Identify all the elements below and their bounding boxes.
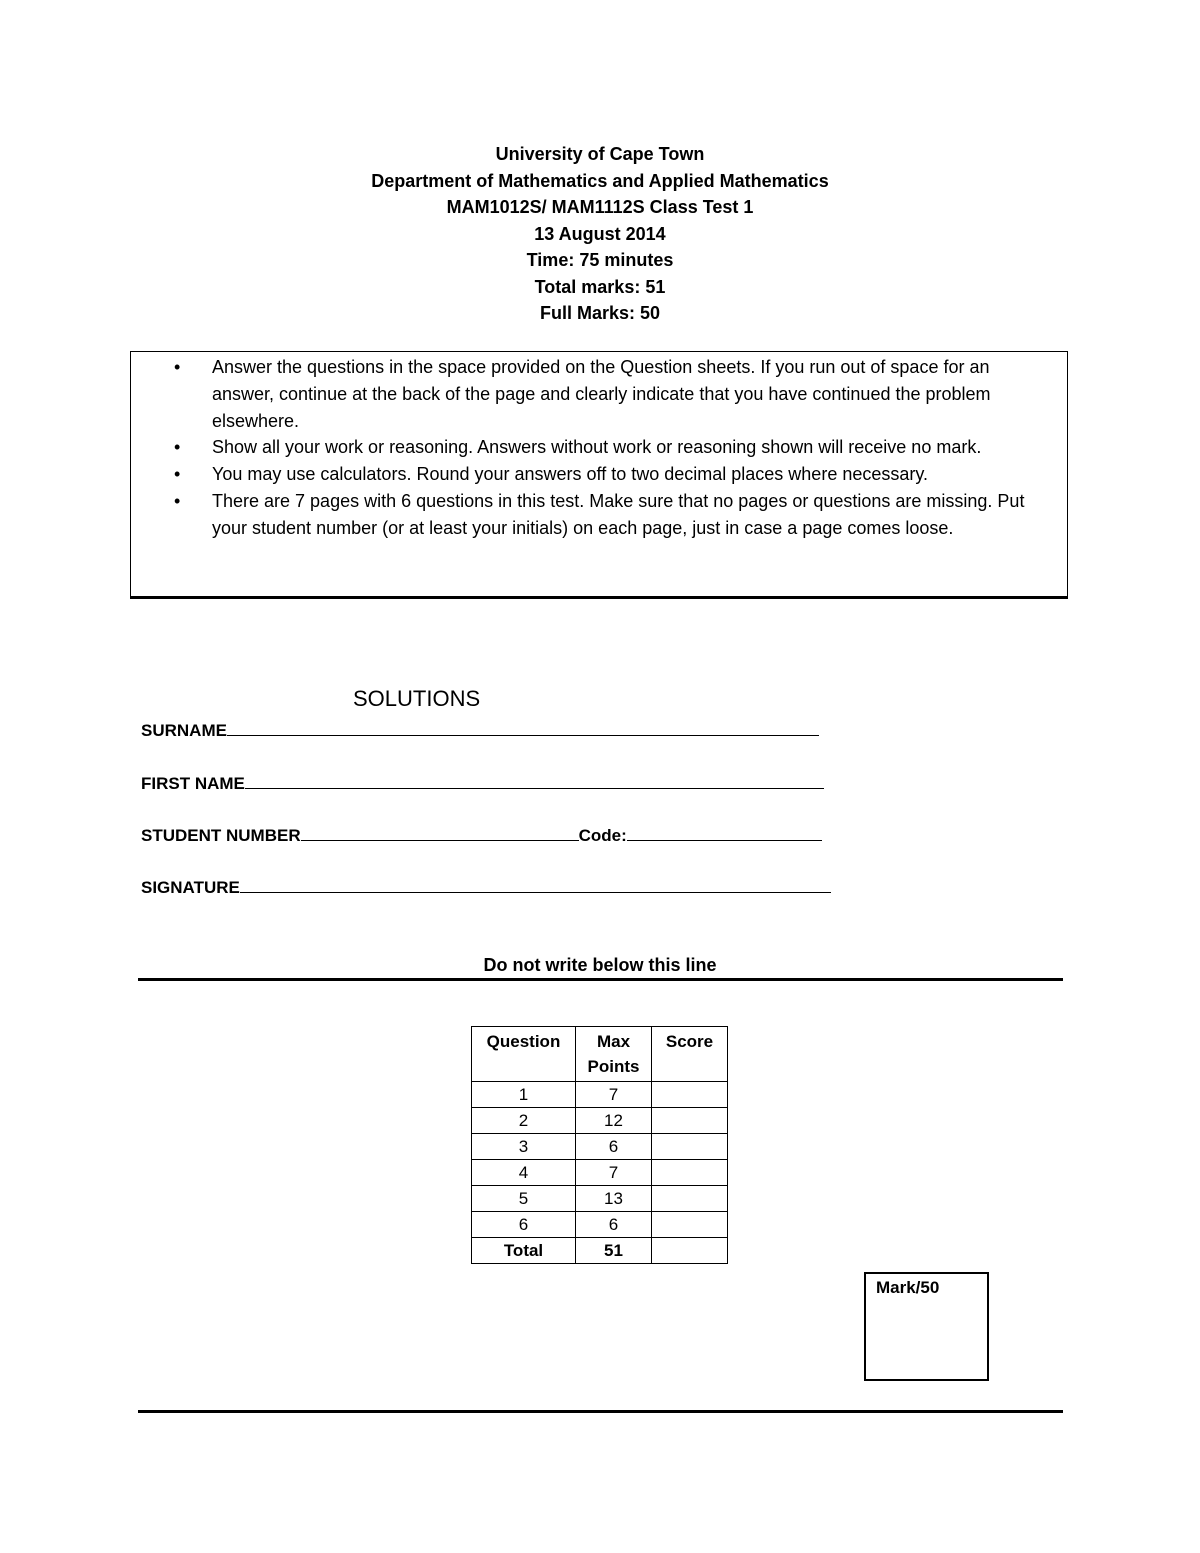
surname-line[interactable]: [227, 717, 819, 736]
question-cell: 2: [472, 1108, 576, 1134]
score-cell[interactable]: [652, 1160, 728, 1186]
table-row: [472, 1108, 728, 1134]
student-number-label: STUDENT NUMBER: [141, 826, 301, 845]
table-row: [472, 1082, 728, 1108]
question-cell: 3: [472, 1134, 576, 1160]
question-cell: 5: [472, 1186, 576, 1212]
max-points-header: Max Points: [576, 1027, 652, 1082]
max-points-cell: 6: [576, 1134, 652, 1160]
test-duration: Time: 75 minutes: [526, 250, 674, 270]
total-marks: Total marks: 51: [534, 276, 666, 297]
max-points-cell: 13: [576, 1186, 652, 1212]
instruction-text: You may use calculators. Round your answers off to two decimal places where necessary.: [212, 464, 929, 485]
total-max-points: 51: [576, 1238, 652, 1264]
first-name-row: [141, 770, 824, 795]
instruction-item: [131, 461, 1067, 488]
question-cell: 6: [472, 1212, 576, 1238]
instruction-item: [131, 354, 1067, 434]
max-points-cell: 12: [576, 1108, 652, 1134]
table-row: [472, 1160, 728, 1186]
department-name: Department of Mathematics and Applied Mathematics: [371, 170, 829, 191]
score-cell[interactable]: [652, 1108, 728, 1134]
score-cell[interactable]: [652, 1134, 728, 1160]
instructions-list: [131, 354, 1067, 542]
score-table: [471, 1026, 728, 1264]
instruction-item: [131, 434, 1067, 461]
score-cell[interactable]: [652, 1082, 728, 1108]
score-cell[interactable]: [652, 1212, 728, 1238]
instruction-text: Answer the questions in the space provided on the Question sheets. If you run out of space for an answer, continue at the back of the page and clearly indicate that you have continued the problem elsewhere.: [212, 357, 991, 431]
first-name-line[interactable]: [245, 770, 824, 789]
first-name-label: FIRST NAME: [141, 774, 245, 793]
signature-line[interactable]: [240, 874, 831, 893]
do-not-write-notice: Do not write below this line: [483, 955, 717, 975]
max-points-cell: 7: [576, 1160, 652, 1186]
table-row: [472, 1186, 728, 1212]
score-header: Score: [652, 1027, 728, 1082]
code-line[interactable]: [627, 822, 822, 841]
full-marks: Full Marks: 50: [539, 303, 661, 323]
table-header-row: [472, 1027, 728, 1082]
question-cell: 4: [472, 1160, 576, 1186]
instruction-text: Show all your work or reasoning. Answers without work or reasoning shown will receive no mark.: [212, 437, 982, 458]
bullet-icon: •: [174, 357, 181, 377]
bullet-icon: •: [174, 490, 181, 511]
bullet-icon: •: [174, 437, 181, 458]
signature-label: SIGNATURE: [141, 878, 240, 897]
total-label: Total: [472, 1238, 576, 1264]
max-points-cell: 7: [576, 1082, 652, 1108]
student-number-line[interactable]: [301, 822, 579, 841]
total-row: [472, 1238, 728, 1264]
table-row: [472, 1212, 728, 1238]
total-score-cell[interactable]: [652, 1238, 728, 1264]
table-row: [472, 1134, 728, 1160]
instruction-item: [131, 488, 1067, 542]
question-cell: 1: [472, 1082, 576, 1108]
max-points-cell: 6: [576, 1212, 652, 1238]
instructions-box: [130, 351, 1068, 599]
mark-box[interactable]: [864, 1272, 989, 1381]
university-name: University of Cape Town: [495, 144, 705, 164]
divider-line: [138, 978, 1063, 981]
solutions-label: SOLUTIONS: [353, 686, 481, 711]
surname-row: [141, 717, 819, 742]
score-cell[interactable]: [652, 1186, 728, 1212]
instruction-text: There are 7 pages with 6 questions in this test. Make sure that no pages or questions are missing. Put your student number (or at least your initials) on each page, just in case a page comes loose.: [212, 490, 1025, 538]
surname-label: SURNAME: [141, 721, 227, 740]
code-label: Code:: [578, 826, 627, 845]
bullet-icon: •: [174, 464, 181, 485]
course-title: MAM1012S/ MAM1112S Class Test 1: [446, 197, 754, 217]
signature-row: [141, 874, 831, 899]
bottom-divider-line: [138, 1410, 1063, 1413]
mark-box-label: Mark/50: [876, 1278, 940, 1297]
test-date: 13 August 2014: [534, 223, 666, 244]
student-number-row: [141, 822, 822, 847]
document-header: [0, 141, 1200, 327]
question-header: Question: [472, 1027, 576, 1082]
